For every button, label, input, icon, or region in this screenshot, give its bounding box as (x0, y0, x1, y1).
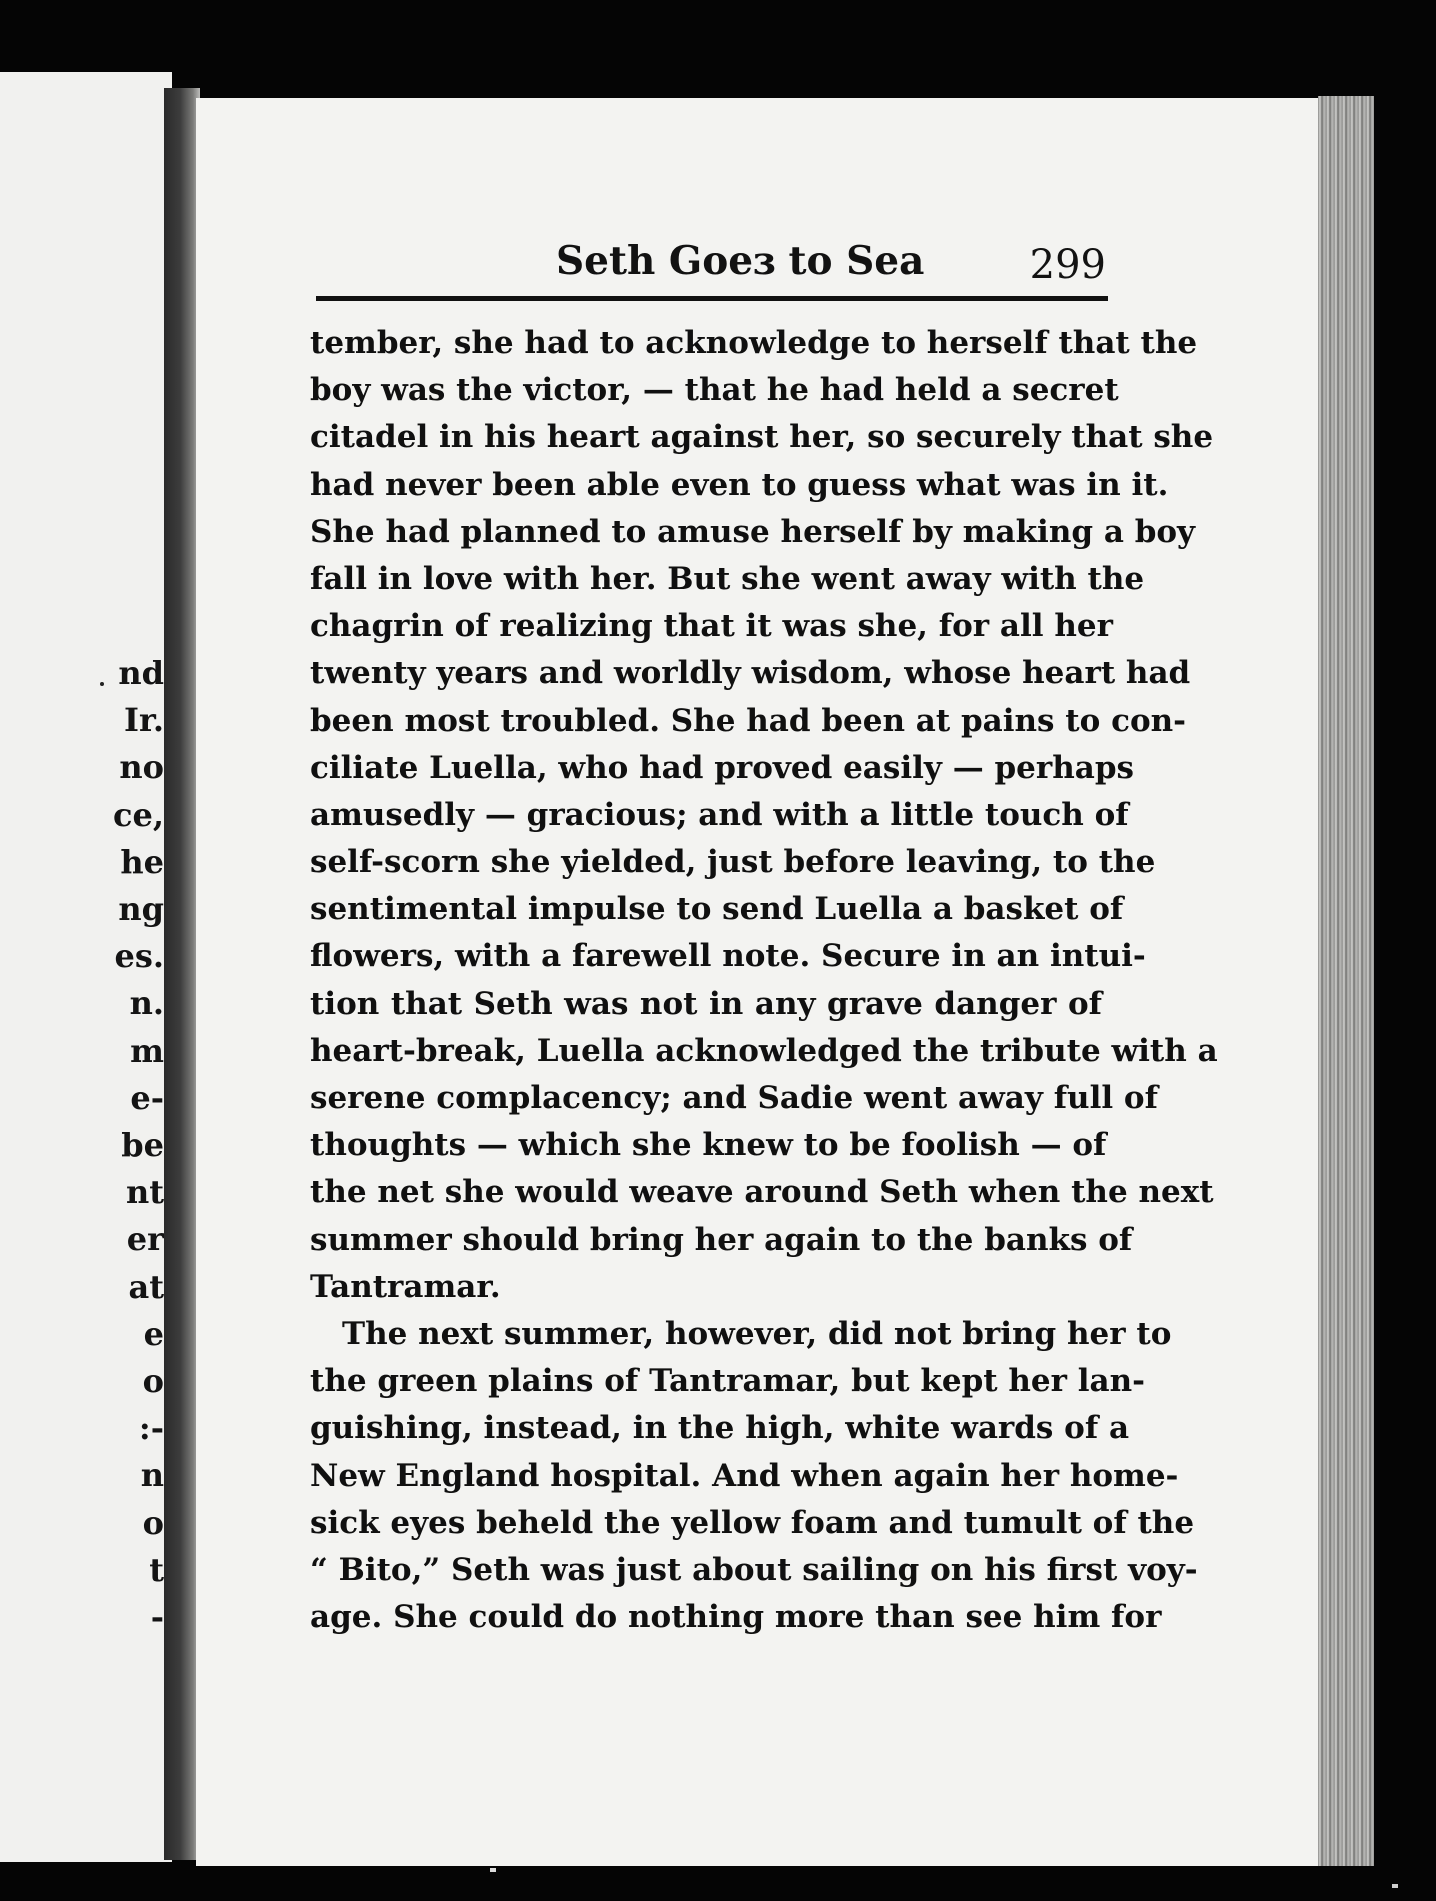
facing-page-fragment: o (142, 1362, 164, 1401)
paragraph (310, 1311, 1198, 1641)
text-line: tember, she had to acknowledge to herself that the (310, 325, 1198, 361)
text-line: sentimental impulse to send Luella a basket of (310, 891, 1124, 928)
text-line: serene complacency; and Sadie went away full of (310, 1080, 1158, 1116)
facing-page-fragment: t (149, 1550, 164, 1589)
text-line: Tantramar. (310, 1268, 501, 1305)
paragraph (310, 320, 1218, 1311)
text-line: the net she would weave around Seth when the next (310, 1174, 1214, 1211)
text-line: She had planned to amuse herself by making a boy (310, 513, 1196, 550)
running-head: Seth Goeɜ to Sea (556, 238, 925, 284)
facing-page-fragment: ng (118, 890, 164, 929)
facing-page-fragment: er (126, 1220, 164, 1259)
facing-page-fragment: m (130, 1031, 164, 1070)
text-line: fall in love with her. But she went away with the (310, 560, 1145, 597)
facing-page-fragment: n (140, 1456, 164, 1495)
facing-page-fragment: n. (129, 984, 164, 1023)
text-line: New England hospital. And when again her home- (310, 1457, 1179, 1494)
text-line: guishing, instead, in the high, white wards of a (310, 1410, 1130, 1447)
facing-page-fragment: be (121, 1126, 164, 1165)
text-line: the green plains of Tantramar, but kept her lan- (310, 1363, 1146, 1400)
facing-page-fragment: nt (125, 1173, 164, 1212)
header-rule (316, 296, 1108, 301)
facing-page-fragment: at (128, 1267, 164, 1306)
facing-page-fragment: Ir. (123, 701, 164, 740)
facing-page-text-fragments (113, 650, 164, 1641)
facing-page-fragment: no (119, 748, 164, 787)
text-line: had never been able even to guess what was in it. (310, 466, 1169, 503)
text-line: self-scorn she yielded, just before leaving, to the (310, 844, 1156, 881)
text-line: amusedly — gracious; and with a little touch of (310, 796, 1129, 833)
facing-page-fragment: ce, (113, 795, 164, 834)
text-line: heart-break, Luella acknowledged the tribute with a (310, 1032, 1218, 1069)
body-text (310, 320, 1218, 1641)
text-line: boy was the victor, — that he had held a secret (310, 372, 1119, 409)
scan-speck (490, 1868, 496, 1872)
text-line: The next summer, however, did not bring her to (342, 1315, 1172, 1352)
page-header (316, 238, 1106, 294)
text-line: twenty years and worldly wisdom, whose heart had (310, 655, 1191, 692)
text-line: age. She could do nothing more than see him for (310, 1599, 1162, 1636)
ink-speck (100, 682, 104, 686)
page-edges (1318, 96, 1374, 1866)
page-number: 299 (1029, 242, 1106, 288)
text-line: summer should bring her again to the banks of (310, 1221, 1133, 1258)
facing-page-fragment: :- (138, 1409, 164, 1448)
text-line: “ Bito,” Seth was just about sailing on his first voy- (310, 1551, 1198, 1588)
book-gutter (164, 88, 200, 1860)
text-line: flowers, with a farewell note. Secure in an intui- (310, 938, 1146, 975)
facing-page-fragment: e (143, 1314, 164, 1353)
text-line: been most troubled. She had been at pains to con- (310, 702, 1187, 739)
facing-page-fragment: - (150, 1598, 164, 1637)
text-line: chagrin of realizing that it was she, for all her (310, 608, 1113, 645)
text-line: citadel in his heart against her, so securely that she (310, 419, 1214, 456)
facing-page-fragment: es. (114, 937, 164, 976)
text-line: ciliate Luella, who had proved easily — perhaps (310, 749, 1134, 786)
facing-page-fragment: nd (118, 654, 164, 692)
facing-page-fragment: e- (130, 1078, 164, 1117)
text-line: thoughts — which she knew to be foolish — of (310, 1127, 1107, 1164)
text-line: sick eyes beheld the yellow foam and tumult of the (310, 1504, 1195, 1541)
scan-speck (1392, 1884, 1398, 1888)
text-line: tion that Seth was not in any grave danger of (310, 985, 1102, 1022)
facing-page-fragment: he (120, 842, 164, 881)
facing-page-fragment: o (142, 1503, 164, 1542)
facing-page-left (0, 72, 172, 1862)
